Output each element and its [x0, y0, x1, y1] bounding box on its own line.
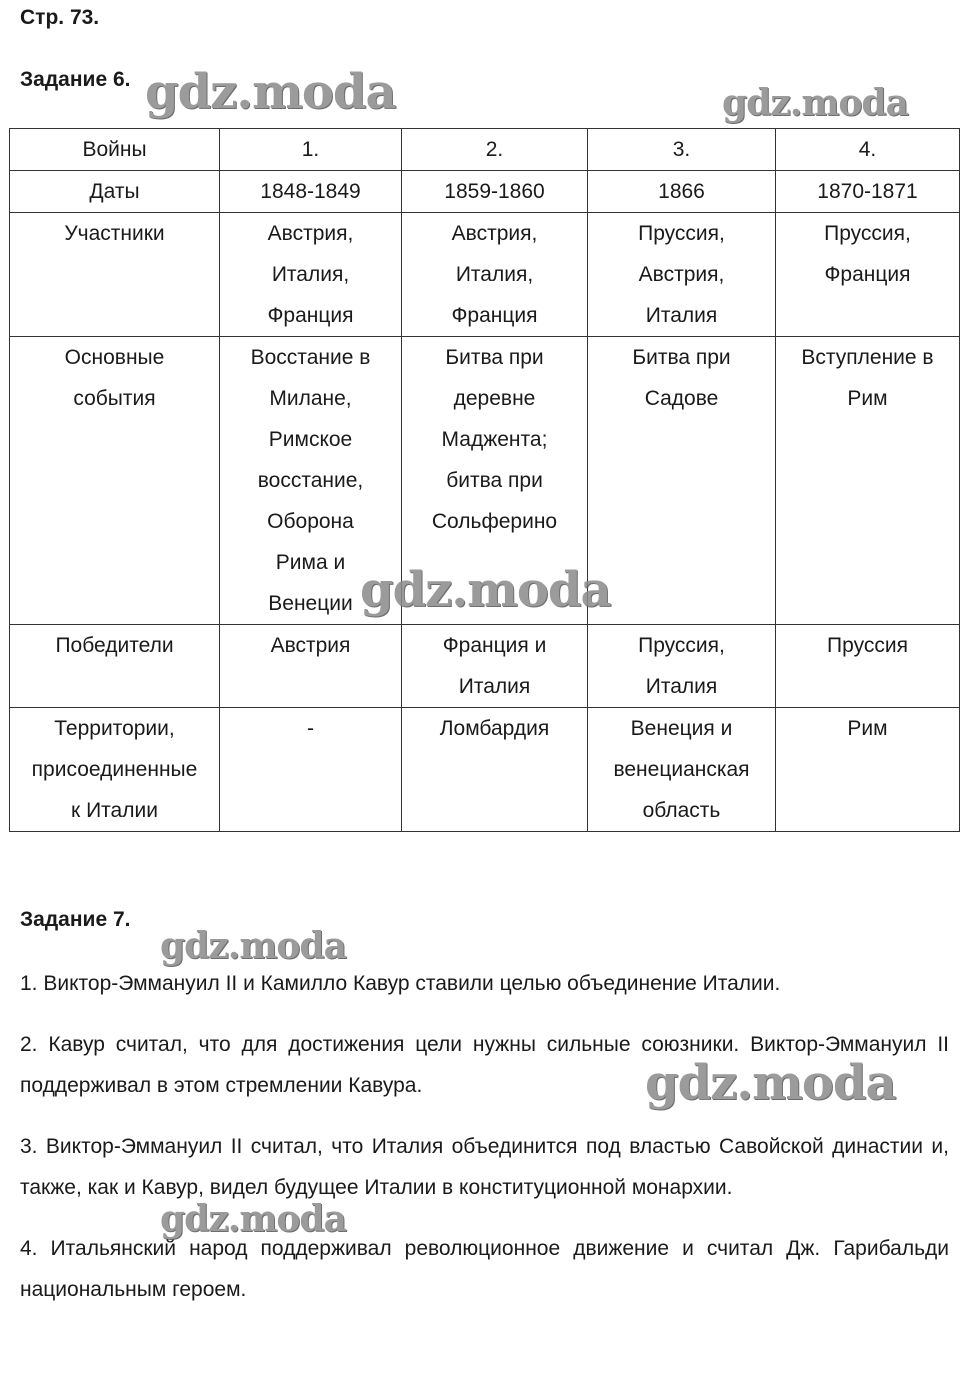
watermark: gdz.moda — [145, 64, 396, 120]
answer-paragraph: 3. Виктор-Эммануил II считал, что Италия объединится под властью Савойской династии и, также, как и Кавур, видел будущее Италии в конституционной монархии. — [20, 1135, 949, 1199]
table-cell: 2. — [402, 129, 588, 171]
table-cell: 1848-1849 — [220, 171, 402, 213]
table-cell: 4. — [776, 129, 960, 171]
row-label-events: Основные события — [10, 337, 220, 625]
table-cell: Австрия — [220, 625, 402, 708]
watermark: gdz.moda — [160, 1198, 346, 1240]
table-cell: Ломбардия — [402, 708, 588, 832]
table-cell: Войны — [10, 129, 220, 171]
table-cell: Пруссия, Италия — [588, 625, 776, 708]
row-label-territories: Территории, присоединенные к Италии — [10, 708, 220, 832]
table-cell: 1. — [220, 129, 402, 171]
answer-paragraph: 2. Кавур считал, что для достижения цели нужны сильные союзники. Виктор-Эммануил II поддерживал в этом стремлении Кавура. — [20, 1033, 949, 1097]
table-cell: Венеция и венецианская область — [588, 708, 776, 832]
watermark: gdz.moda — [160, 925, 346, 967]
table-cell: Австрия, Италия, Франция — [220, 213, 402, 337]
table-cell: Пруссия, Австрия, Италия — [588, 213, 776, 337]
table-cell: Рим — [776, 708, 960, 832]
answer-paragraph: 4. Итальянский народ поддерживал революционное движение и считал Дж. Гарибальди национальным героем. — [20, 1237, 949, 1301]
page-reference: Стр. 73. — [20, 6, 100, 29]
table-cell: 3. — [588, 129, 776, 171]
table-row — [10, 337, 960, 625]
task-7-answers — [20, 963, 949, 1330]
table-cell: Пруссия — [776, 625, 960, 708]
task-7-title: Задание 7. — [20, 908, 131, 931]
table-cell: Восстание в Милане, Римское восстание, Оборона Рима и Венеции — [220, 337, 402, 625]
table-cell: Битва при деревне Маджента; битва при Сольферино — [402, 337, 588, 625]
watermark: gdz.moda — [360, 562, 611, 618]
table-cell: 1866 — [588, 171, 776, 213]
table-cell: 1870-1871 — [776, 171, 960, 213]
table-header-row — [10, 129, 960, 171]
table-cell: Пруссия, Франция — [776, 213, 960, 337]
table-row — [10, 171, 960, 213]
wars-table — [9, 128, 960, 832]
watermark: gdz.moda — [722, 82, 908, 124]
table-row — [10, 213, 960, 337]
row-label-dates: Даты — [10, 171, 220, 213]
answer-paragraph: 1. Виктор-Эммануил II и Камилло Кавур ставили целью объединение Италии. — [20, 972, 781, 995]
table-cell: 1859-1860 — [402, 171, 588, 213]
table-cell: Вступление в Рим — [776, 337, 960, 625]
table-cell: Франция и Италия — [402, 625, 588, 708]
row-label-winners: Победители — [10, 625, 220, 708]
row-label-participants: Участники — [10, 213, 220, 337]
table-cell: Битва при Садове — [588, 337, 776, 625]
watermark: gdz.moda — [645, 1055, 896, 1111]
table-cell: Австрия, Италия, Франция — [402, 213, 588, 337]
table-cell: - — [220, 708, 402, 832]
table-row — [10, 625, 960, 708]
task-6-title: Задание 6. — [20, 68, 131, 91]
table-row — [10, 708, 960, 832]
